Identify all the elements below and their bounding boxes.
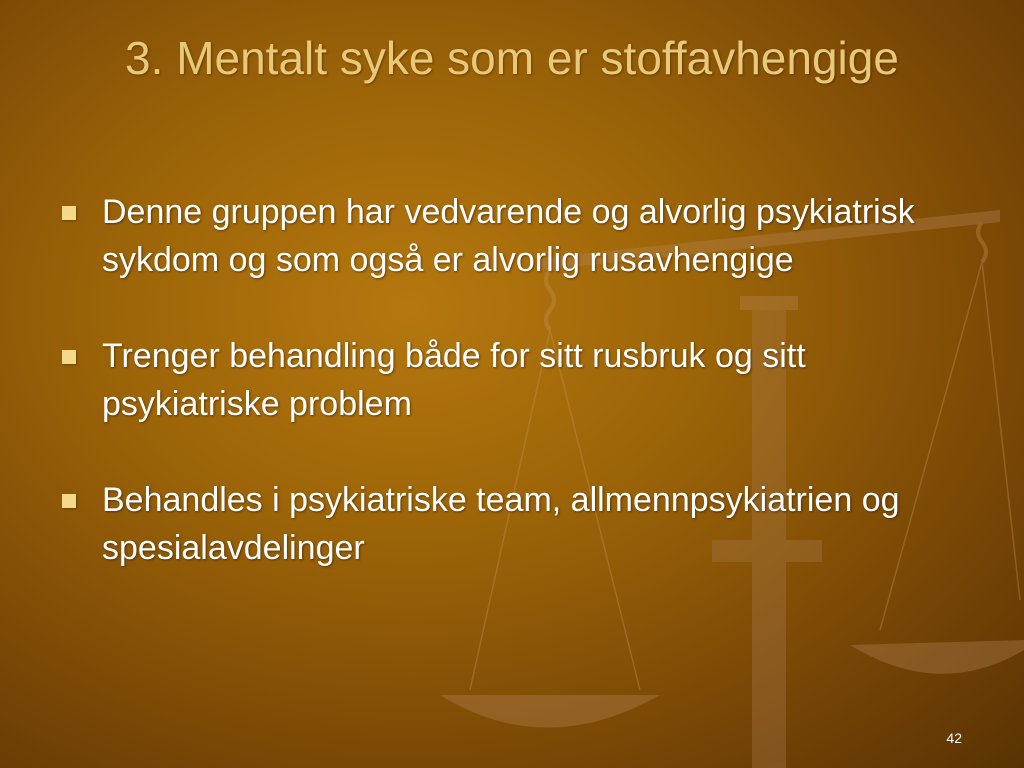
- page-number: 42: [946, 730, 962, 746]
- bullet-list: [60, 188, 980, 572]
- bullet-text: Trenger behandling både for sitt rusbruk og sitt psykiatriske problem: [102, 337, 806, 423]
- bullet-text: Behandles i psykiatriske team, allmennpsykiatrien og spesialavdelinger: [102, 481, 900, 567]
- bullet-item: [60, 188, 980, 284]
- slide-title: 3. Mentalt syke som er stoffavhengige: [125, 32, 899, 84]
- bullet-text: Denne gruppen har vedvarende og alvorlig psykiatrisk sykdom og som også er alvorlig rusavhengige: [102, 193, 915, 279]
- square-bullet-icon: [62, 350, 76, 364]
- square-bullet-icon: [62, 206, 76, 220]
- bullet-item: [60, 332, 980, 428]
- square-bullet-icon: [62, 494, 76, 508]
- bullet-item: [60, 476, 980, 572]
